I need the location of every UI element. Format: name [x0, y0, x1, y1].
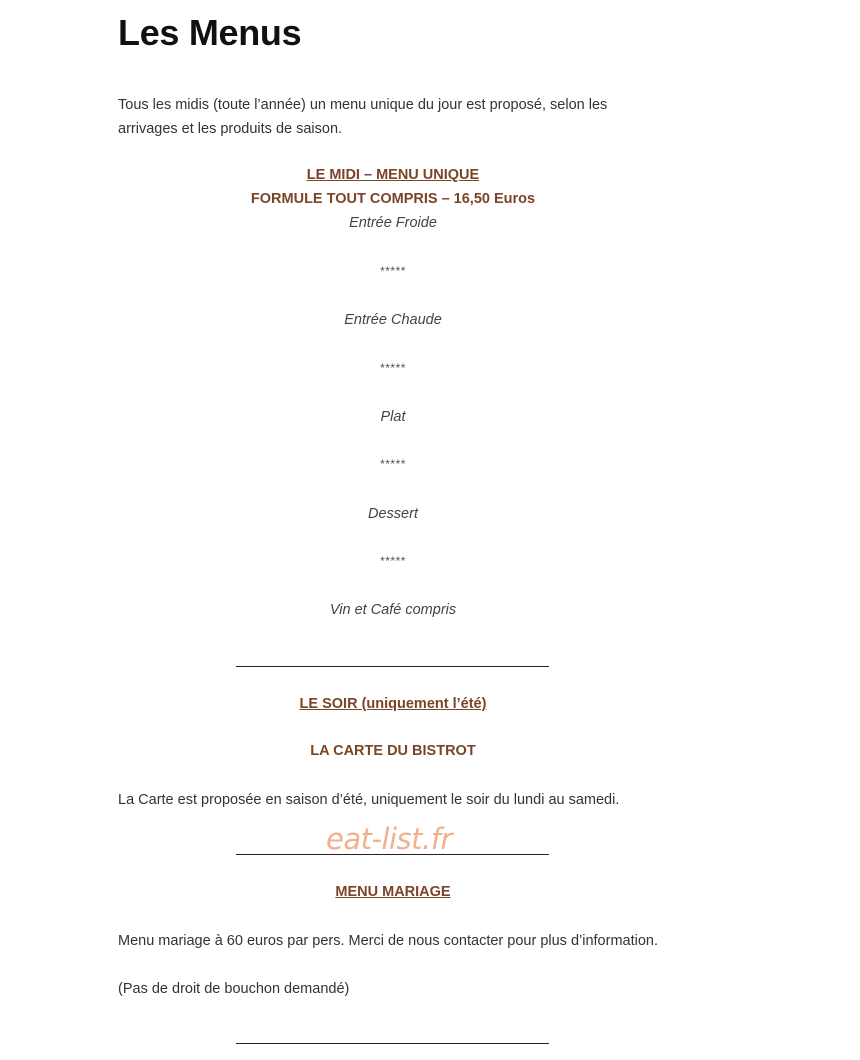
course-vin-cafe: Vin et Café compris — [329, 602, 457, 618]
mariage-title: MENU MARIAGE — [335, 884, 451, 900]
watermark-logo: eat-list.fr — [326, 822, 452, 856]
soir-title: LE SOIR (uniquement l’été) — [299, 696, 487, 712]
divider — [236, 854, 549, 855]
divider — [236, 1043, 549, 1044]
midi-title: LE MIDI – MENU UNIQUE — [306, 167, 480, 183]
course-plat: Plat — [380, 409, 406, 425]
course-dessert: Dessert — [368, 506, 418, 522]
course-separator: ***** — [380, 457, 406, 471]
course-separator: ***** — [380, 264, 406, 278]
course-separator: ***** — [380, 361, 406, 375]
course-entree-froide: Entrée Froide — [349, 215, 437, 231]
page-title: Les Menus — [118, 12, 302, 53]
soir-text: La Carte est proposée en saison d’été, uniquement le soir du lundi au samedi. — [118, 792, 620, 808]
intro-text: Tous les midis (toute l’année) un menu unique du jour est proposé, selon les arrivages et les produits de saison. — [118, 97, 608, 137]
midi-formula: FORMULE TOUT COMPRIS – 16,50 Euros — [250, 191, 536, 207]
course-separator: ***** — [380, 554, 406, 568]
divider — [236, 666, 549, 667]
soir-subtitle: LA CARTE DU BISTROT — [310, 743, 476, 759]
course-entree-chaude: Entrée Chaude — [344, 312, 442, 328]
mariage-text: Menu mariage à 60 euros par pers. Merci de nous contacter pour plus d’information. — [118, 933, 659, 949]
mariage-note: (Pas de droit de bouchon demandé) — [118, 981, 350, 997]
